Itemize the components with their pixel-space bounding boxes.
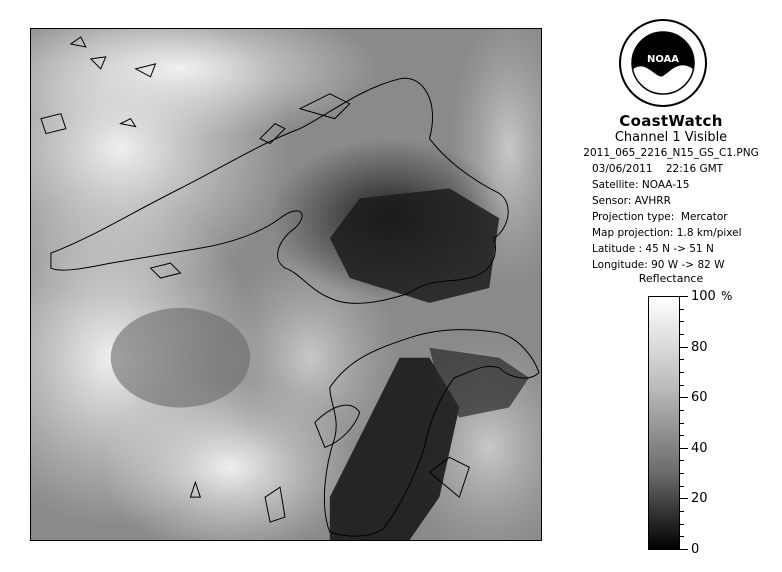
- colorbar-tick-label: 100: [691, 289, 716, 304]
- reflectance-colorbar: [648, 296, 680, 550]
- datetime-text: 03/06/2011 22:16 GMT: [592, 163, 724, 175]
- colorbar-unit: %: [721, 289, 733, 303]
- colorbar-tick: [680, 536, 684, 537]
- colorbar-tick: [680, 473, 684, 474]
- noaa-logo-icon: [618, 18, 708, 108]
- colorbar-tick-label: 0: [691, 542, 700, 557]
- colorbar-tick: [680, 423, 684, 424]
- logo-text: NOAA: [646, 54, 680, 65]
- projection-type-text: Projection type: Mercator: [592, 211, 728, 223]
- colorbar-tick: [680, 511, 684, 512]
- latitude-text: Latitude : 45 N -> 51 N: [592, 243, 714, 255]
- colorbar-tick: [680, 372, 684, 373]
- colorbar-tick-label: 40: [691, 440, 708, 456]
- colorbar-tick: [680, 359, 684, 360]
- colorbar-tick-label: 80: [691, 339, 708, 355]
- colorbar-tick: [680, 549, 688, 550]
- map-projection-text: Map projection: 1.8 km/pixel: [592, 227, 742, 239]
- colorbar-tick: [680, 524, 684, 525]
- colorbar-tick: [680, 460, 684, 461]
- file-name: 2011_065_2216_N15_GS_C1.PNG: [583, 147, 759, 159]
- satellite-text: Satellite: NOAA-15: [592, 179, 690, 191]
- colorbar-label: Reflectance: [638, 272, 704, 285]
- colorbar-tick: [680, 385, 684, 386]
- colorbar-tick: [680, 296, 688, 297]
- channel-subtitle: Channel 1 Visible: [614, 130, 728, 145]
- colorbar-tick: [680, 321, 684, 322]
- longitude-text: Longitude: 90 W -> 82 W: [592, 259, 725, 271]
- colorbar-tick: [680, 347, 688, 348]
- colorbar-tick: [680, 486, 684, 487]
- colorbar-tick: [680, 309, 684, 310]
- info-panel: [560, 0, 782, 572]
- colorbar-tick: [680, 334, 684, 335]
- colorbar-tick-label: 60: [691, 390, 708, 406]
- colorbar-tick-label: 20: [691, 491, 708, 507]
- page-title: CoastWatch: [619, 112, 723, 130]
- map-svg: [31, 29, 541, 540]
- colorbar-tick: [680, 397, 688, 398]
- colorbar-tick: [680, 498, 688, 499]
- sensor-text: Sensor: AVHRR: [592, 195, 671, 207]
- land-patch: [111, 308, 250, 408]
- colorbar-tick: [680, 410, 684, 411]
- colorbar-tick: [680, 435, 684, 436]
- colorbar-tick: [680, 448, 688, 449]
- satellite-image-map[interactable]: [30, 28, 542, 541]
